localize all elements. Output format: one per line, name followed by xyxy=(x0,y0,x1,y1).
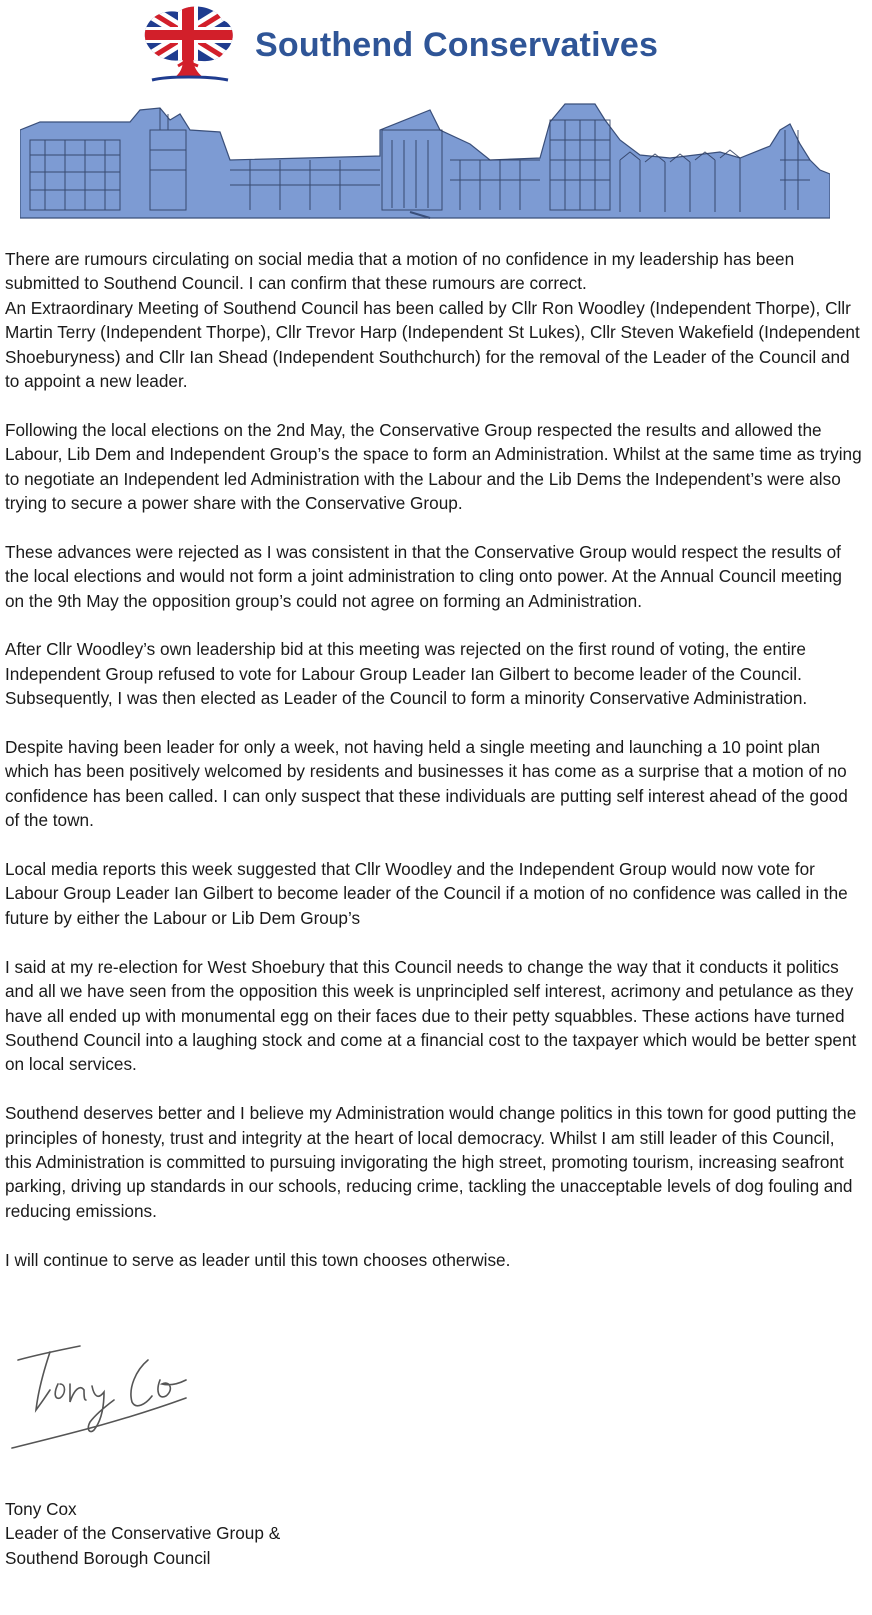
southend-skyline-banner xyxy=(20,100,830,220)
party-logo xyxy=(138,4,238,84)
union-jack-tree-logo-icon xyxy=(138,4,238,84)
signatory-role: Leader of the Conservative Group & xyxy=(5,1523,281,1544)
letter-body xyxy=(5,247,865,1296)
handwritten-signature xyxy=(10,1340,210,1460)
paragraph: Southend deserves better and I believe my Administration would change politics in this town for good putting the principles of honesty, trust and integrity at the heart of local democracy. Whilst I am still leader of this Council, this Administration is committed to pursuing invigorating the high street, promoting tourism, increasing seafront parking, driving up standards in our schools, reducing crime, tackling the unacceptable levels of dog fouling and reducing emissions. xyxy=(5,1103,857,1221)
letterhead xyxy=(0,0,872,240)
paragraph: Following the local elections on the 2nd May, the Conservative Group respected the results and allowed the Labour, Lib Dem and Independent Group’s the space to form an Administration. Whilst at the same time as trying to negotiate an Independent led Administration with the Labour and the Lib Dems the Independent’s were also trying to secure a power share with the Conservative Group. xyxy=(5,419,862,514)
signatory-name: Tony Cox xyxy=(5,1499,77,1519)
paragraph: After Cllr Woodley’s own leadership bid at this meeting was rejected on the first round of voting, the entire Independent Group refused to vote for Labour Group Leader Ian Gilbert to become leader of the Council. Subsequently, I was then elected as Leader of the Council to form a minority Conservative Administration. xyxy=(5,639,808,709)
paragraph: These advances were rejected as I was consistent in that the Conservative Group would respect the results of the local elections and would not form a joint administration to cling onto power. At the Annual Council meeting on the 9th May the opposition group’s could not agree on forming an Administration. xyxy=(5,541,842,611)
brand-name: Southend Conservatives xyxy=(255,26,659,64)
paragraph: Despite having been leader for only a week, not having held a single meeting and launching a 10 point plan which has been positively welcomed by residents and businesses it has come as a surprise that a motion of no confidence has been called. I can only suspect that these individuals are putting self interest ahead of the good of the town. xyxy=(5,737,848,831)
paragraph: An Extraordinary Meeting of Southend Council has been called by Cllr Ron Woodley (Independent Thorpe), Cllr Martin Terry (Independent Thorpe), Cllr Trevor Harp (Independent St Lukes), Cllr Steven Wakefield (Independent Shoeburyness) and Cllr Ian Shead (Independent Southchurch) for the removal of the Leader of the Council and to appoint a new leader. xyxy=(5,297,860,392)
paragraph: Local media reports this week suggested that Cllr Woodley and the Independent Group would now vote for Labour Group Leader Ian Gilbert to become leader of the Council if a motion of no confidence was called in the future by either the Labour or Lib Dem Group’s xyxy=(5,859,848,928)
paragraph: There are rumours circulating on social media that a motion of no confidence in my leadership has been submitted to Southend Council. I can confirm that these rumours are correct. xyxy=(5,249,795,294)
paragraph: I said at my re-election for West Shoebury that this Council needs to change the way that it conducts it politics and all we have seen from the opposition this week is unprincipled self interest, acrimony and petulance as they have all ended up with monumental egg on their faces due to their petty squabbles. These actions have turned Southend Council into a laughing stock and come at a financial cost to the taxpayer which would be better spent on local services. xyxy=(5,956,857,1075)
signatory-organisation: Southend Borough Council xyxy=(5,1547,211,1568)
signoff-block xyxy=(5,1497,280,1570)
paragraph: I will continue to serve as leader until this town chooses otherwise. xyxy=(5,1249,511,1270)
